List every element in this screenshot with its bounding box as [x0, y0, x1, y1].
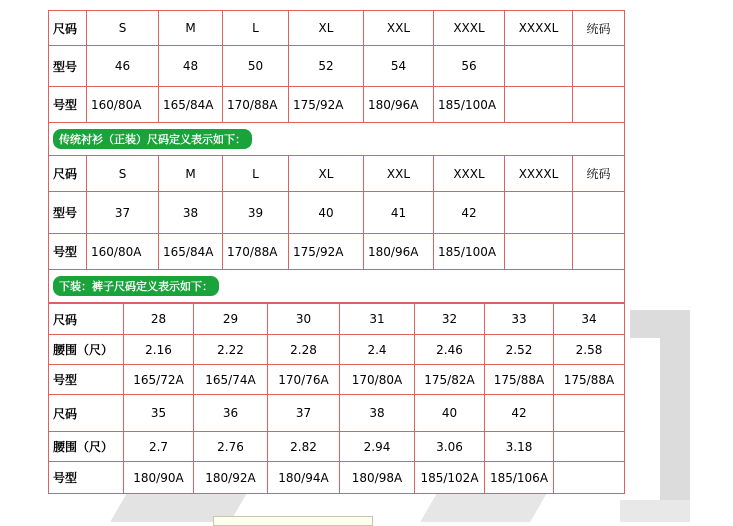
table-cell: 42 — [434, 192, 505, 234]
table-cell: 2.28 — [268, 335, 340, 365]
table-cell: 42 — [485, 395, 554, 432]
table-cell: 29 — [194, 304, 268, 335]
table-cell: 180/96A — [364, 234, 434, 270]
row-label: 尺码 — [49, 11, 87, 46]
table-cell: 2.7 — [124, 432, 194, 462]
background-decoration — [630, 310, 690, 338]
table-cell: XL — [289, 156, 364, 192]
table-cell: 160/80A — [87, 234, 159, 270]
table-cell: 2.94 — [340, 432, 415, 462]
table-cell: 2.82 — [268, 432, 340, 462]
table-cell: 50 — [223, 46, 289, 87]
row-label: 号型 — [49, 87, 87, 123]
table-cell — [573, 87, 625, 123]
row-label: 号型 — [49, 462, 124, 494]
table-cell: M — [159, 156, 223, 192]
table-cell — [505, 192, 573, 234]
table-cell: 170/88A — [223, 234, 289, 270]
table-cell: 37 — [87, 192, 159, 234]
table-cell: 3.18 — [485, 432, 554, 462]
table-cell: 175/92A — [289, 234, 364, 270]
table-cell: 165/84A — [159, 234, 223, 270]
table-cell: XXXXL — [505, 11, 573, 46]
table-cell: 180/94A — [268, 462, 340, 494]
table-cell: 2.16 — [124, 335, 194, 365]
row-label: 号型 — [49, 365, 124, 395]
row-label: 尺码 — [49, 395, 124, 432]
section-row — [49, 270, 625, 303]
table-cell: 175/82A — [415, 365, 485, 395]
table-cell: 40 — [289, 192, 364, 234]
table-row — [49, 304, 625, 335]
table-cell: L — [223, 11, 289, 46]
table-cell: XXXL — [434, 11, 505, 46]
table-cell: 180/90A — [124, 462, 194, 494]
table-cell: 160/80A — [87, 87, 159, 123]
row-label: 尺码 — [49, 156, 87, 192]
table-cell — [505, 234, 573, 270]
table-cell: 3.06 — [415, 432, 485, 462]
table-cell: 48 — [159, 46, 223, 87]
table-cell: 180/98A — [340, 462, 415, 494]
table-row — [49, 87, 625, 123]
table-cell: 统码 — [573, 156, 625, 192]
table-cell — [554, 395, 625, 432]
table-cell: 40 — [415, 395, 485, 432]
table-row — [49, 365, 625, 395]
table-cell — [573, 46, 625, 87]
table-row — [49, 335, 625, 365]
table-cell: 统码 — [573, 11, 625, 46]
table-cell: 2.58 — [554, 335, 625, 365]
table-cell: S — [87, 11, 159, 46]
table-cell: L — [223, 156, 289, 192]
table-row — [49, 46, 625, 87]
table-cell: 185/100A — [434, 234, 505, 270]
table-cell: 185/106A — [485, 462, 554, 494]
table-cell: 175/88A — [554, 365, 625, 395]
table-cell: 39 — [223, 192, 289, 234]
formal-shirt-heading: 传统衬衫（正装）尺码定义表示如下： — [53, 129, 252, 149]
size-chart — [48, 10, 624, 494]
table-cell: XXL — [364, 11, 434, 46]
table-cell: 170/76A — [268, 365, 340, 395]
table-cell — [505, 87, 573, 123]
row-label: 腰围（尺） — [49, 335, 124, 365]
table-cell: 52 — [289, 46, 364, 87]
section-row — [49, 123, 625, 156]
table-cell: S — [87, 156, 159, 192]
table-cell: 175/92A — [289, 87, 364, 123]
row-label: 型号 — [49, 192, 87, 234]
table-cell: 38 — [159, 192, 223, 234]
row-label: 腰围（尺） — [49, 432, 124, 462]
table-cell: 54 — [364, 46, 434, 87]
row-label: 号型 — [49, 234, 87, 270]
row-label: 尺码 — [49, 304, 124, 335]
table-cell — [554, 462, 625, 494]
table-cell: 33 — [485, 304, 554, 335]
table-cell — [554, 432, 625, 462]
table-cell: M — [159, 11, 223, 46]
table-row — [49, 156, 625, 192]
table-cell: 180/92A — [194, 462, 268, 494]
row-label: 型号 — [49, 46, 87, 87]
table-cell: 37 — [268, 395, 340, 432]
section-header — [49, 123, 625, 156]
table-row — [49, 192, 625, 234]
table-cell: 28 — [124, 304, 194, 335]
table-cell: 170/88A — [223, 87, 289, 123]
table-cell: 38 — [340, 395, 415, 432]
background-decoration — [660, 310, 690, 522]
bottom-tag-box — [213, 516, 373, 526]
table-cell: 35 — [124, 395, 194, 432]
table-cell: 32 — [415, 304, 485, 335]
table-cell: 41 — [364, 192, 434, 234]
pants-heading: 下装：裤子尺码定义表示如下： — [53, 276, 219, 296]
table-cell: 2.4 — [340, 335, 415, 365]
table-row — [49, 234, 625, 270]
table-cell: 170/80A — [340, 365, 415, 395]
table-cell: 2.76 — [194, 432, 268, 462]
background-decoration — [620, 500, 690, 522]
table-cell: 2.22 — [194, 335, 268, 365]
table-cell: 185/102A — [415, 462, 485, 494]
table-cell: 165/84A — [159, 87, 223, 123]
shirt-size-table — [48, 10, 625, 303]
table-cell: 34 — [554, 304, 625, 335]
table-row — [49, 462, 625, 494]
table-cell: 2.52 — [485, 335, 554, 365]
table-cell: XL — [289, 11, 364, 46]
table-cell: 56 — [434, 46, 505, 87]
table-cell — [573, 192, 625, 234]
table-cell: 165/72A — [124, 365, 194, 395]
table-cell: 165/74A — [194, 365, 268, 395]
section-header — [49, 270, 625, 303]
table-cell: XXL — [364, 156, 434, 192]
table-cell: XXXL — [434, 156, 505, 192]
table-cell: 36 — [194, 395, 268, 432]
table-cell — [573, 234, 625, 270]
table-cell: 185/100A — [434, 87, 505, 123]
table-cell: 2.46 — [415, 335, 485, 365]
pants-size-table — [48, 303, 625, 494]
table-cell — [505, 46, 573, 87]
table-row — [49, 11, 625, 46]
table-cell: 30 — [268, 304, 340, 335]
table-cell: XXXXL — [505, 156, 573, 192]
table-cell: 46 — [87, 46, 159, 87]
table-cell: 180/96A — [364, 87, 434, 123]
table-cell: 175/88A — [485, 365, 554, 395]
table-cell: 31 — [340, 304, 415, 335]
table-row — [49, 395, 625, 432]
table-row — [49, 432, 625, 462]
